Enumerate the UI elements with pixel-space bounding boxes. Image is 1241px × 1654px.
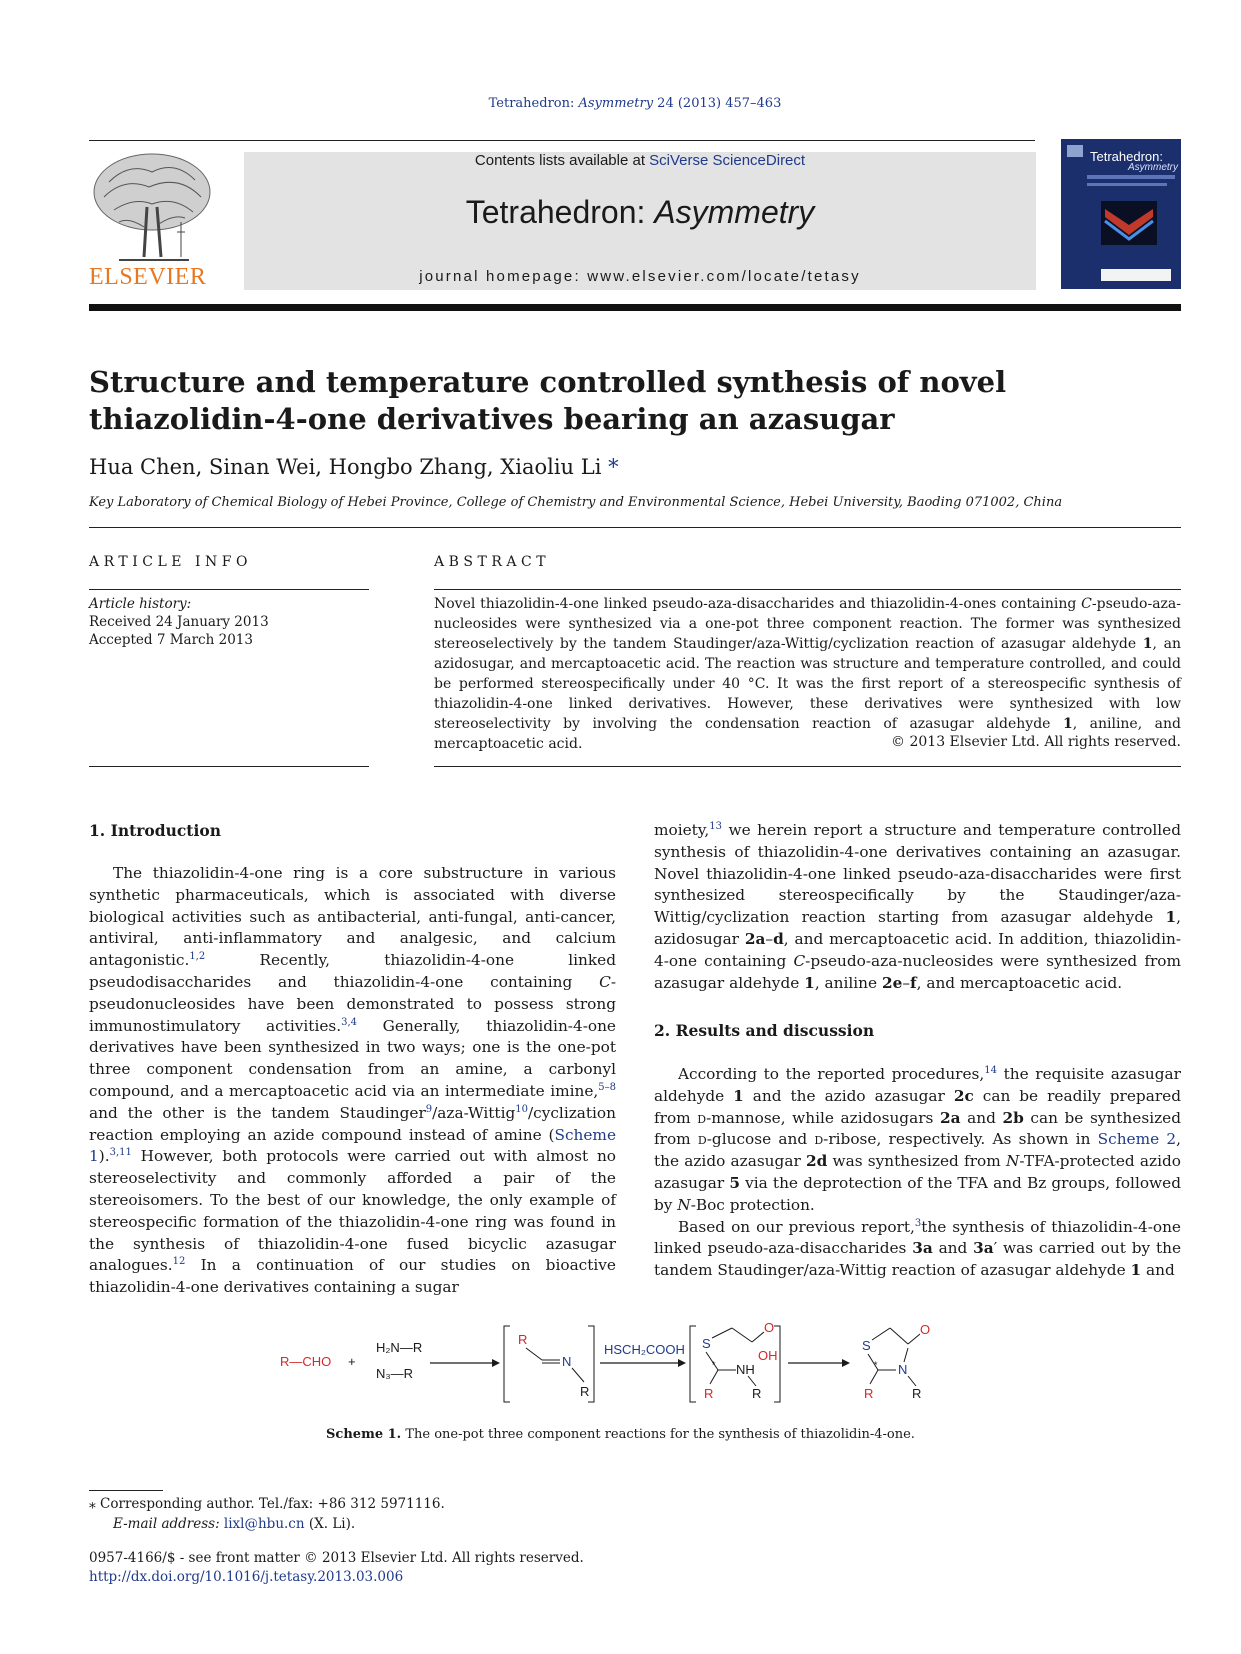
scheme-int-nr: R bbox=[752, 1386, 762, 1401]
journal-homepage-link[interactable]: journal homepage: www.elsevier.com/locate/tetasy bbox=[419, 268, 861, 285]
scheme-prod-bond-6 bbox=[870, 1370, 878, 1384]
contents-prefix: Contents lists available at bbox=[474, 152, 650, 169]
sciencedirect-link[interactable]: SciVerse ScienceDirect bbox=[649, 152, 806, 169]
footnote-mark: ⁎ bbox=[89, 1496, 96, 1512]
journal-title-plain: Tetrahedron: bbox=[465, 194, 655, 230]
email-label: E-mail address: bbox=[113, 1516, 224, 1532]
ref-5-8[interactable]: 5–8 bbox=[598, 1081, 616, 1093]
scheme-imine-bond-1 bbox=[526, 1348, 542, 1360]
citation-journal: Tetrahedron: bbox=[488, 96, 579, 111]
ref-10[interactable]: 10 bbox=[515, 1103, 528, 1115]
scheme-azide: N₃—R bbox=[376, 1366, 414, 1381]
scheme-int-nh: NH bbox=[736, 1362, 755, 1377]
scheme-int-r: R bbox=[704, 1386, 714, 1401]
scheme-prod-s: S bbox=[862, 1338, 871, 1353]
scheme-prod-nr: R bbox=[912, 1386, 922, 1401]
article-info-heading: ARTICLE INFO bbox=[89, 554, 252, 570]
journal-title-italic: Asymmetry bbox=[654, 194, 815, 230]
scheme-arrowhead-1-icon bbox=[492, 1359, 500, 1367]
scheme-reagent: HSCH₂COOH bbox=[604, 1342, 685, 1357]
affiliation-rule bbox=[89, 527, 1181, 528]
abstract-rule-top bbox=[434, 589, 1181, 590]
scheme-int-oh: OH bbox=[758, 1348, 778, 1363]
article-info-rule-bottom bbox=[89, 766, 369, 767]
scheme-int-bond-1 bbox=[712, 1328, 732, 1338]
section-results-heading: 2. Results and discussion bbox=[654, 1021, 875, 1040]
scheme-2-link[interactable]: Scheme 2 bbox=[1097, 1130, 1177, 1149]
scheme-amine: H₂N—R bbox=[376, 1340, 423, 1355]
abstract-text: Novel thiazolidin-4-one linked pseudo-aza-disaccharides and thiazolidin-4-ones containing C-pseudo-aza-nucleosides were synthesized via a one-pot three component reaction. The former was synthesized stereoselectively by the tandem Staudinger/aza-Wittig/cyclization reaction of azasugar aldehyde 1, an azidosugar, and mercaptoacetic acid. The reaction was structure and temperature controlled, and could be performed stereospecifically under 40 °C. It was the first report of a stereospecific synthesis of thiazolidin-4-one linked derivatives. However, these derivatives were synthesized with low stereoselectivity by involving the condensation reaction of azasugar aldehyde 1, aniline, and mercaptoacetic acid. bbox=[434, 596, 1181, 752]
corresponding-author-mark[interactable]: * bbox=[601, 455, 619, 479]
ref-14[interactable]: 14 bbox=[984, 1064, 997, 1076]
scheme-imine-r: R bbox=[518, 1332, 528, 1347]
history-label: Article history: bbox=[89, 596, 192, 612]
accepted-date: Accepted 7 March 2013 bbox=[89, 632, 253, 648]
scheme-bracket-1-left bbox=[504, 1326, 510, 1402]
scheme-plus: + bbox=[348, 1354, 356, 1369]
corresponding-author-footnote bbox=[89, 1494, 445, 1534]
cover-subtitle: Asymmetry bbox=[1128, 162, 1178, 173]
introduction-body: The thiazolidin-4-one ring is a core substructure in various synthetic pharmaceuticals, which is associated with diverse biological activities such as antibacterial, anti-fungal, anti-cancer, antiviral, anti-inflammatory and analgesic, and calcium antagonistic.$^{1,2}$ Recently, thiazolidin-4-one linked pseudodisaccharides and thiazolidin-4-one containing C-pseudonucleosides have been demonstrated to possess strong immunostimulatory activities.$^{3,4}$ Generally, thiazolidin-4-one derivatives have been synthesized in two ways; one is the one-pot three component condensation from an amine, a carbonyl compound, and a mercaptoacetic acid via an intermediate imine,$^{5-8}$ and the other is the tandem Staudinger$^9$/aza-Wittig$^{10}$/cyclization reaction employing an azide compound instead of amine (Scheme 1).$^{3,11}$ However, both protocols were carried out with almost no stereoselectivity and commonly afforded a pair of the stereoisomers. To the best of our knowledge, the only example of stereospecific formation of the thiazolidin-4-one ring was found in the synthesis of thiazolidin-4-one fused bicyclic azasugar analogues.$^{12}$ In a continuation of our studies on bioactive thiazolidin-4-one derivatives containing a sugar bbox=[89, 864, 616, 1297]
footnote-corresponding: Corresponding author. Tel./fax: +86 312 5971116. bbox=[95, 1496, 445, 1512]
received-date: Received 24 January 2013 bbox=[89, 614, 269, 630]
scheme-imine-n-r: R bbox=[580, 1384, 590, 1399]
journal-title bbox=[244, 194, 1036, 231]
contents-available-line bbox=[244, 152, 1036, 169]
page-footer bbox=[89, 1549, 584, 1587]
scheme-prod-bond-1 bbox=[872, 1328, 890, 1340]
cover-title: Tetrahedron: bbox=[1090, 149, 1163, 164]
scheme-1-link[interactable]: Scheme 1 bbox=[89, 1125, 616, 1166]
ref-1-2[interactable]: 1,2 bbox=[189, 951, 206, 963]
scheme-caption-text: The one-pot three component reactions for the synthesis of thiazolidin-4-one. bbox=[401, 1427, 915, 1442]
scheme-caption-label: Scheme 1. bbox=[326, 1427, 402, 1442]
scheme-prod-bond-2 bbox=[890, 1328, 908, 1344]
author-list bbox=[89, 455, 619, 479]
results-body: According to the reported procedures,$^{14}$ the requisite azasugar aldehyde 1 and the azido azasugar 2c can be readily prepared from d-mannose, while azidosugars 2a and 2b can be synthesized from d-glucose and d-ribose, respectively. As shown in Scheme 2, the azido azasugar 2d was synthesized from N-TFA-protected azido azasugar 5 via the deprotection of the TFA and Bz groups, followed by N-Boc protection. Based on our previous report,$^3$the synthesis of thiazolidin-4-one linked pseudo-aza-disaccharides 3a and 3a′ was carried out by the tandem Staudinger/aza-Wittig reaction of azasugar aldehyde 1 and bbox=[654, 1064, 1182, 1280]
citation-journal-italic: Asymmetry bbox=[578, 96, 654, 111]
scheme-imine-n: N bbox=[562, 1354, 572, 1369]
scheme-prod-n: N bbox=[898, 1362, 908, 1377]
scheme-arrowhead-2-icon bbox=[678, 1359, 686, 1367]
header-thick-rule bbox=[89, 304, 1181, 311]
email-suffix: (X. Li). bbox=[304, 1516, 356, 1532]
scheme-int-s: S bbox=[702, 1336, 711, 1351]
ref-3-11[interactable]: 3,11 bbox=[109, 1147, 132, 1159]
footnote-rule bbox=[89, 1490, 163, 1491]
abstract-rule-bottom bbox=[434, 766, 1181, 767]
scheme-bracket-2-right bbox=[774, 1326, 780, 1402]
scheme-bracket-2-left bbox=[690, 1326, 696, 1402]
abstract-heading: ABSTRACT bbox=[434, 554, 551, 570]
scheme-int-o: O bbox=[764, 1320, 775, 1335]
scheme-int-star: * bbox=[712, 1360, 716, 1370]
citation-volume: 24 (2013) 457–463 bbox=[653, 96, 782, 111]
article-info-rule-top bbox=[89, 589, 369, 590]
author-email-link[interactable]: lixl@hbu.cn bbox=[223, 1516, 305, 1532]
ref-9[interactable]: 9 bbox=[425, 1103, 433, 1115]
scheme-prod-o: O bbox=[920, 1322, 931, 1337]
abstract-copyright: © 2013 Elsevier Ltd. All rights reserved. bbox=[891, 734, 1181, 750]
doi-link[interactable]: http://dx.doi.org/10.1016/j.tetasy.2013.03.006 bbox=[89, 1569, 404, 1585]
ref-13[interactable]: 13 bbox=[709, 820, 723, 832]
elsevier-tree-logo-icon bbox=[89, 152, 215, 266]
scheme-prod-r: R bbox=[864, 1386, 874, 1401]
ref-12[interactable]: 12 bbox=[172, 1256, 186, 1268]
journal-citation[interactable] bbox=[0, 96, 1241, 111]
scheme-prod-star: * bbox=[874, 1360, 878, 1370]
scheme-arrowhead-3-icon bbox=[842, 1359, 850, 1367]
scheme-prod-bond-5 bbox=[904, 1348, 908, 1362]
scheme-int-bond-2 bbox=[732, 1328, 752, 1342]
elsevier-logo-text[interactable]: ELSEVIER bbox=[89, 264, 207, 290]
authors-text: Hua Chen, Sinan Wei, Hongbo Zhang, Xiaoliu Li bbox=[89, 455, 602, 479]
ref-3[interactable]: 3 bbox=[914, 1217, 922, 1229]
article-history bbox=[89, 595, 269, 649]
ref-3-4[interactable]: 3,4 bbox=[341, 1016, 358, 1028]
header-top-rule bbox=[89, 140, 1035, 141]
section-introduction-heading: 1. Introduction bbox=[89, 821, 221, 840]
scheme-imine-bond-2 bbox=[572, 1368, 584, 1382]
scheme-prod-bond-7 bbox=[908, 1376, 916, 1386]
scheme-int-carbonyl bbox=[752, 1332, 764, 1342]
scheme-int-bond-5 bbox=[710, 1370, 718, 1384]
article-title: Structure and temperature controlled synthesis of novel thiazolidin-4-one derivatives bearing an azasugar bbox=[89, 365, 1007, 436]
affiliation: Key Laboratory of Chemical Biology of Hebei Province, College of Chemistry and Environmental Science, Hebei University, Baoding 071002, China bbox=[89, 495, 1063, 510]
issn-line: 0957-4166/$ - see front matter © 2013 Elsevier Ltd. All rights reserved. bbox=[89, 1550, 584, 1566]
introduction-body-continued: moiety,$^{13}$ we herein report a structure and temperature controlled synthesis of thiazolidin-4-one derivatives containing an azasugar. Novel thiazolidin-4-one linked pseudo-aza-disaccharides were first synthesized stereospecifically by the Staudinger/aza-Wittig/cyclization reaction starting from azasugar aldehyde 1, azidosugar 2a–d, and mercaptoacetic acid. In addition, thiazolidin-4-one containing C-pseudo-aza-nucleosides were synthesized from azasugar aldehyde 1, aniline 2e–f, and mercaptoacetic acid. bbox=[654, 820, 1182, 992]
scheme-prod-carbonyl bbox=[908, 1334, 920, 1344]
scheme-int-bond-6 bbox=[748, 1376, 756, 1386]
scheme-aldehyde: R—CHO bbox=[280, 1354, 332, 1369]
scheme-1-caption bbox=[0, 1427, 1241, 1442]
